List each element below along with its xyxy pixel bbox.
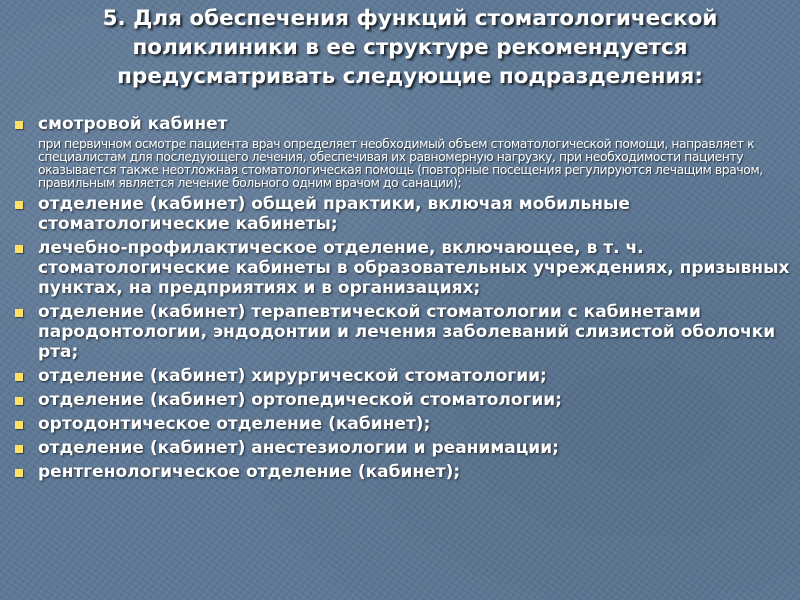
list-item-label: отделение (кабинет) ортопедической стоматологии;	[38, 390, 563, 410]
slide-title: 5. Для обеспечения функций стоматологической поликлиники в ее структуре рекомендуется предусматривать следующие подразделения:	[102, 6, 718, 89]
list-item-label: лечебно-профилактическое отделение, включающее, в т. ч. стоматологические кабинеты в образовательных учреждениях, призывных пунктах, на предприятиях и в организациях;	[38, 238, 790, 298]
list-item-label: отделение (кабинет) хирургической стоматологии;	[38, 366, 547, 386]
list-item-label: ортодонтическое отделение (кабинет);	[38, 414, 431, 434]
list-item-label: отделение (кабинет) общей практики, включая мобильные стоматологические кабинеты;	[38, 194, 630, 234]
list-item	[14, 414, 794, 434]
list-item	[14, 114, 794, 134]
list-item	[14, 194, 794, 234]
list-item	[14, 462, 794, 482]
square-bullet-icon	[15, 373, 23, 381]
square-bullet-icon	[15, 469, 23, 477]
list-item	[14, 390, 794, 410]
list-item	[14, 238, 794, 298]
list-item-label: отделение (кабинет) терапевтической стоматологии с кабинетами пародонтологии, эндодонтии и лечения заболеваний слизистой оболочки рта;	[38, 302, 776, 362]
bullet-list	[14, 114, 794, 486]
square-bullet-icon	[15, 121, 23, 129]
square-bullet-icon	[15, 445, 23, 453]
list-item-label: рентгенологическое отделение (кабинет);	[38, 462, 461, 482]
square-bullet-icon	[15, 201, 23, 209]
list-item-label: отделение (кабинет) анестезиологии и реанимации;	[38, 438, 559, 458]
square-bullet-icon	[15, 309, 23, 317]
list-item-label: смотровой кабинет	[38, 114, 228, 134]
square-bullet-icon	[15, 245, 23, 253]
list-item-note: при первичном осмотре пациента врач определяет необходимый объем стоматологической помощи, направляет к специалистам для последующего лечения, обеспечивая их равномерную нагрузку, при необходимости пациенту оказывается также неотложная стоматологическая помощь (повторные посещения регулируются лечащим врачом, правильным является лечение больного одним врачом до санации);	[38, 136, 763, 190]
list-item	[14, 302, 794, 362]
list-item	[14, 438, 794, 458]
list-item	[14, 366, 794, 386]
square-bullet-icon	[15, 397, 23, 405]
square-bullet-icon	[15, 421, 23, 429]
